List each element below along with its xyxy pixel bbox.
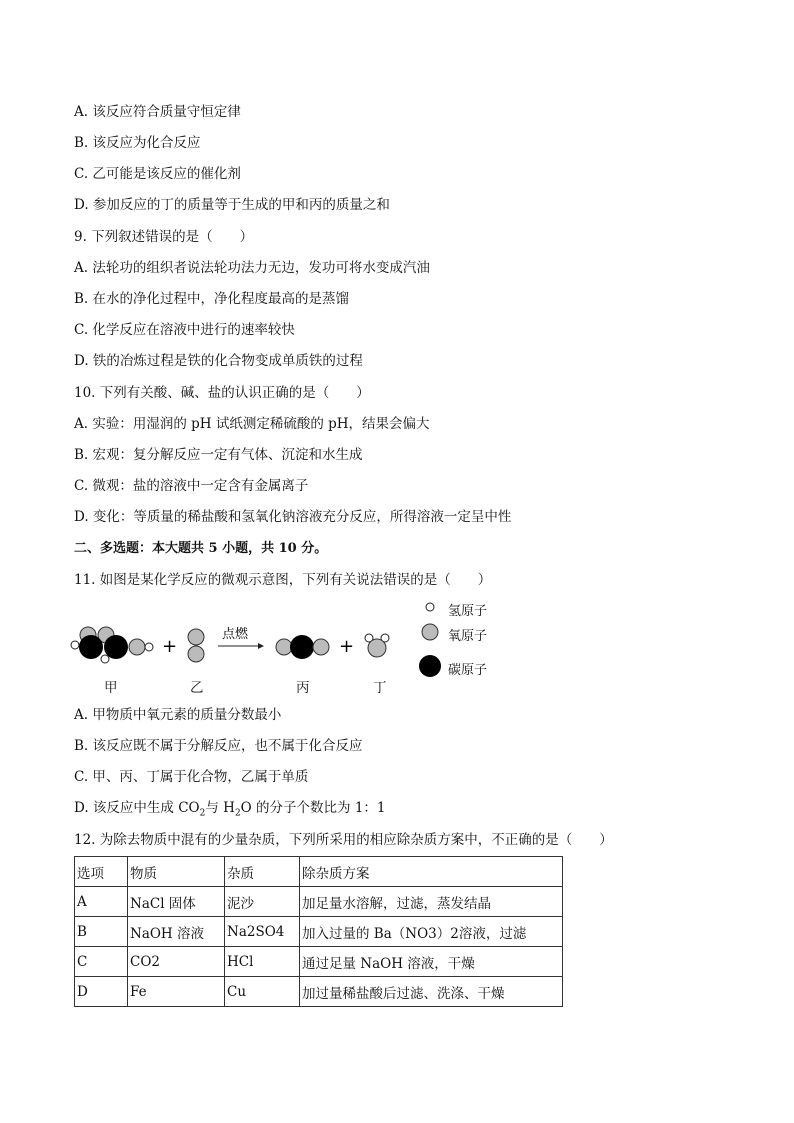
legend-oxygen-label: 氧原子 (448, 629, 488, 644)
legend-carbon-label: 碳原子 (448, 663, 488, 678)
reaction-arrow-head-icon (258, 643, 264, 649)
q9-option-d: D. 铁的冶炼过程是铁的化合物变成单质铁的过程 (74, 353, 363, 369)
q11-option-d: D. 该反应中生成 $CO_2$与 $H_2O$ 的分子个数比为 1：1 (74, 800, 386, 819)
bing-carbon-icon (290, 635, 314, 659)
q9-option-c: C. 化学反应在溶液中进行的速率较快 (74, 322, 295, 338)
q8-option-c: C. 乙可能是该反应的催化剂 (74, 166, 241, 182)
q10-stem: 10. 下列有关酸、碱、盐的认识正确的是（ ） (74, 385, 370, 401)
q8-option-a: A. 该反应符合质量守恒定律 (74, 104, 241, 120)
q10-option-b: B. 宏观：复分解反应一定有气体、沉淀和水生成 (74, 447, 363, 463)
jia-oxygen-icon (129, 639, 145, 655)
q9-stem: 9. 下列叙述错误的是（ ） (74, 229, 254, 245)
q12-stem: 12. 为除去物质中混有的少量杂质，下列所采用的相应除杂质方案中，不正确的是（ ） (74, 832, 613, 848)
bing-oxygen-left-icon (276, 639, 292, 655)
yi-oxygen-top-icon (188, 629, 204, 645)
q11-option-c: C. 甲、丙、丁属于化合物，乙属于单质 (74, 769, 309, 785)
table-row: A NaCl 固体 泥沙 加足量水溶解，过滤，蒸发结晶 (75, 887, 563, 917)
bing-oxygen-right-icon (313, 639, 329, 655)
q9-option-b: B. 在水的净化过程中，净化程度最高的是蒸馏 (74, 291, 350, 307)
q10-option-a: A. 实验：用湿润的 pH 试纸测定稀硫酸的 pH，结果会偏大 (74, 416, 430, 432)
jia-hydrogen-bottom-icon (101, 655, 109, 663)
section-heading: 二、多选题：本大题共 5 小题，共 10 分。 (74, 541, 328, 556)
q10-option-d: D. 变化：等质量的稀盐酸和氢氧化钠溶液充分反应，所得溶液一定呈中性 (74, 509, 512, 525)
molecule-yi (188, 629, 204, 662)
plus-sign-1: + (162, 636, 178, 657)
impurity-removal-table (74, 856, 563, 1007)
q11-stem: 11. 如图是某化学反应的微观示意图，下列有关说法错误的是（ ） (74, 572, 492, 588)
table-row: B NaOH 溶液 Na2SO4 加入过量的 Ba（NO3）2溶液，过滤 (75, 917, 563, 947)
q10-option-c: C. 微观：盐的溶液中一定含有金属离子 (74, 478, 309, 494)
label-jia: 甲 (104, 680, 118, 696)
ding-oxygen-icon (368, 639, 386, 657)
molecule-jia (71, 627, 153, 663)
q8-option-b: B. 该反应为化合反应 (74, 135, 201, 151)
label-ding: 丁 (373, 680, 387, 696)
legend-oxygen-icon (422, 624, 438, 640)
reaction-condition: 点燃 (222, 627, 249, 642)
q8-option-d: D. 参加反应的丁的质量等于生成的甲和丙的质量之和 (74, 197, 390, 213)
jia-hydrogen-right-icon (145, 643, 153, 651)
plus-sign-2: + (339, 636, 355, 657)
molecule-bing (276, 635, 329, 659)
header-impurity: 杂质 (225, 857, 300, 887)
label-yi: 乙 (190, 680, 204, 696)
q9-option-a: A. 法轮功的组织者说法轮功法力无边，发功可将水变成汽油 (74, 260, 430, 276)
header-substance: 物质 (128, 857, 225, 887)
label-bing: 丙 (296, 680, 310, 696)
table-row: C CO2 HCl 通过足量 NaOH 溶液，干燥 (75, 947, 563, 977)
legend-carbon-icon (419, 655, 441, 677)
q11-option-a: A. 甲物质中氧元素的质量分数最小 (74, 707, 282, 723)
header-option: 选项 (75, 857, 128, 887)
legend-hydrogen-icon (426, 603, 434, 611)
jia-carbon-left-icon (79, 635, 103, 659)
molecule-ding (365, 634, 389, 657)
yi-oxygen-bottom-icon (188, 646, 204, 662)
table-header-row (75, 857, 563, 887)
table-row: D Fe Cu 加过量稀盐酸后过滤、洗涤、干燥 (75, 977, 563, 1007)
header-method: 除杂质方案 (300, 857, 563, 887)
jia-hydrogen-left-icon (71, 641, 79, 649)
legend-hydrogen-label: 氢原子 (448, 604, 488, 619)
q11-option-b: B. 该反应既不属于分解反应，也不属于化合反应 (74, 738, 363, 754)
